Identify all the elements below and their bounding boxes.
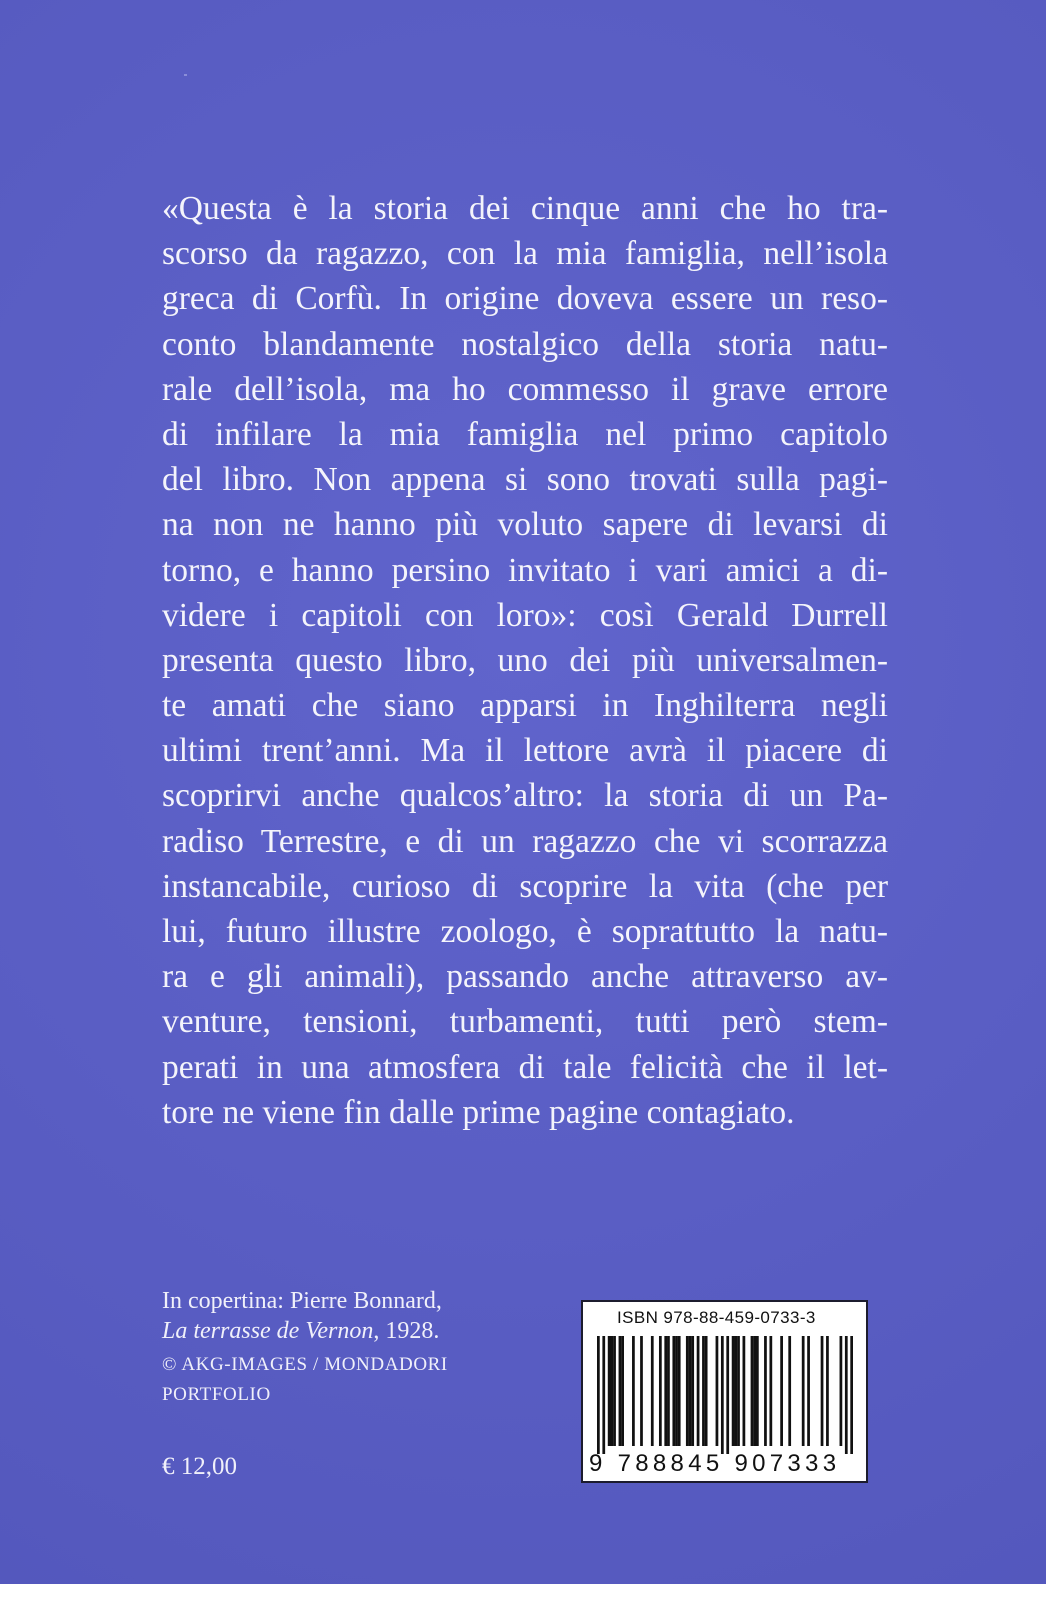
barcode-bar [678, 1336, 681, 1446]
blurb-text [162, 186, 888, 1135]
blurb-line: conto blandamente nostalgico della storia natu- [162, 325, 888, 363]
barcode-bar [697, 1336, 700, 1446]
blurb-line: ultimi trent’anni. Ma il lettore avrà il piacere di [162, 732, 888, 770]
barcode-bar [672, 1336, 675, 1446]
copyright-line-2: PORTFOLIO [162, 1384, 271, 1405]
cover-credits [162, 1286, 448, 1410]
blurb-line: di infilare la mia famiglia nel primo capitolo [162, 415, 888, 453]
barcode-bar [659, 1336, 662, 1446]
barcode-bar [845, 1336, 848, 1454]
barcode-bar [619, 1336, 622, 1446]
barcode-bar [667, 1336, 670, 1446]
barcode-bar [621, 1336, 624, 1446]
barcode-bar [686, 1336, 689, 1446]
barcode-bar [753, 1336, 756, 1446]
blurb-line: torno, e hanno persino invitato i vari amici a di- [162, 551, 888, 589]
blurb-line: scorso da ragazzo, con la mia famiglia, nell’isola [162, 235, 888, 273]
barcode-bar [780, 1336, 783, 1446]
barcode-bar [702, 1336, 705, 1446]
barcode-bar [737, 1336, 740, 1446]
barcode-bar [726, 1336, 729, 1454]
barcode-bar [664, 1336, 667, 1446]
credit-artist: In copertina: Pierre Bonnard, [162, 1288, 442, 1314]
barcode-bar [721, 1336, 724, 1454]
barcode-bar [769, 1336, 772, 1446]
blurb-line: perati in una atmosfera di tale felicità che il let- [162, 1048, 888, 1086]
barcode-bar [608, 1336, 611, 1446]
barcode-bar [840, 1336, 843, 1446]
barcode-bar [691, 1336, 694, 1446]
blurb-line: lui, futuro illustre zoologo, è soprattutto la natu- [162, 913, 888, 950]
barcode-panel [581, 1300, 868, 1483]
barcode-bar [826, 1336, 829, 1446]
barcode-bar [850, 1336, 853, 1454]
barcode-bar [716, 1336, 719, 1446]
speck [184, 74, 187, 76]
barcode-bar [734, 1336, 737, 1446]
blurb-line: instancabile, curioso di scoprire la vita (che per [162, 867, 888, 905]
artwork-year: , 1928. [373, 1318, 440, 1344]
blurb-line: venture, tensioni, turbamenti, tutti però stem- [162, 1003, 888, 1041]
blurb-line: rale dell’isola, ma ho commesso il grave errore [162, 370, 888, 408]
barcode-bar [743, 1336, 746, 1446]
blurb-line: radiso Terrestre, e di un ragazzo che vi scorrazza [162, 822, 888, 860]
blurb-line: ra e gli animali), passando anche attraverso av- [162, 958, 888, 996]
barcode-bar [807, 1336, 810, 1446]
blurb-line: tore ne viene fin dalle prime pagine contagiato. [162, 1093, 795, 1131]
blurb-line: te amati che siano apparsi in Inghilterra negli [162, 687, 888, 725]
barcode-bar [602, 1336, 605, 1454]
barcode-bar [705, 1336, 708, 1446]
isbn-label: ISBN 978-88-459-0733-3 [617, 1308, 816, 1327]
barcode-bar [821, 1336, 824, 1446]
artwork-title: La terrasse de Vernon [162, 1318, 374, 1344]
blurb-line: videre i capitoli con loro»: così Gerald Durrell [162, 596, 888, 634]
blurb-line: na non ne hanno più voluto sapere di levarsi di [162, 506, 888, 544]
copyright-line: © AKG-IMAGES / MONDADORI [162, 1354, 448, 1375]
barcode-bar [610, 1336, 613, 1446]
barcode-bar [632, 1336, 635, 1446]
blurb-line: del libro. Non appena si sono trovati sulla pagi- [162, 461, 888, 499]
barcode-bar [651, 1336, 654, 1446]
barcode [597, 1336, 853, 1454]
barcode-bar [764, 1336, 767, 1446]
barcode-bar [756, 1336, 759, 1446]
barcode-bar [689, 1336, 692, 1446]
blurb-line: scoprirvi anche qualcos’altro: la storia di un Pa- [162, 777, 888, 815]
blurb-line: «Questa è la storia dei cinque anni che ho tra- [162, 190, 888, 227]
barcode-bar [675, 1336, 678, 1446]
credit-artwork [162, 1316, 448, 1346]
barcode-bar [802, 1336, 805, 1446]
blurb-line: presenta questo libro, uno dei più universalmen- [162, 641, 888, 679]
barcode-bar [788, 1336, 791, 1446]
barcode-digits: 9 788845 907333 [589, 1450, 841, 1477]
barcode-bar [732, 1336, 735, 1446]
barcode-bar [613, 1336, 616, 1446]
blurb-line: greca di Corfù. In origine doveva essere un reso- [162, 280, 888, 318]
barcode-bar [751, 1336, 754, 1446]
barcode-bar [597, 1336, 600, 1454]
barcode-bar [640, 1336, 643, 1446]
price-label: € 12,00 [162, 1453, 237, 1480]
